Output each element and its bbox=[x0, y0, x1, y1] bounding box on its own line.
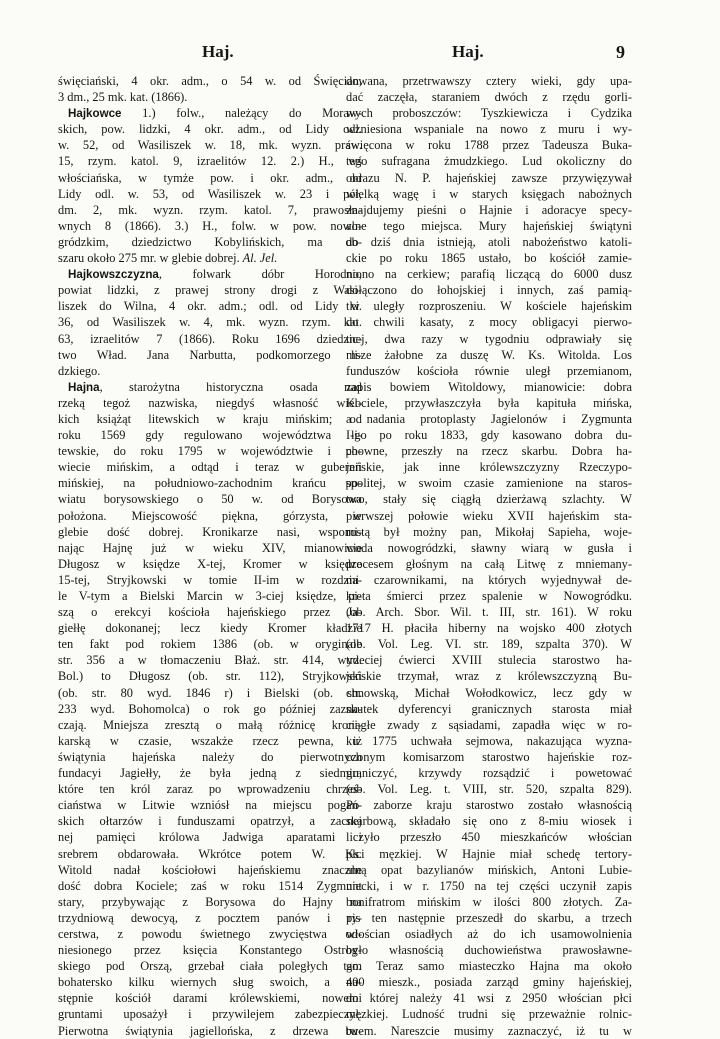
text-line bbox=[346, 765, 632, 781]
line-text: ciaństwa w Litwie wzniósł na miejscu pogań- bbox=[58, 798, 362, 813]
line-text: srebrem obdarowała. Wkrótce potem W. Ks. bbox=[58, 846, 362, 861]
text-line bbox=[346, 620, 632, 636]
text-line bbox=[58, 588, 362, 604]
right-column bbox=[346, 73, 632, 1039]
line-text: trzeciej ćwierci XVIII stulecia starostwo ha- bbox=[346, 653, 632, 668]
line-text: msze żałobne za duszę W. Ks. Witolda. Los bbox=[346, 347, 632, 362]
page-number: 9 bbox=[616, 42, 625, 62]
text-line bbox=[346, 701, 632, 717]
text-line bbox=[346, 105, 632, 121]
line-text: niono na cerkiew; parafią liczącą do 6000 dusz bbox=[346, 267, 632, 282]
text-line bbox=[58, 363, 362, 379]
text-line bbox=[346, 1023, 632, 1039]
line-text: nając Hajnę już w wieku XIV, mianowicie bbox=[58, 540, 362, 555]
text-line bbox=[346, 443, 632, 459]
entry-headword: Hajna bbox=[68, 380, 100, 394]
text-line bbox=[58, 427, 362, 443]
text-line bbox=[346, 588, 632, 604]
line-text: kich książąt litewskich w kraju mińskim; od bbox=[58, 411, 362, 426]
line-text: 1717 H. płaciła hiberny na wojsko 400 złotych bbox=[346, 621, 632, 636]
line-text: stary, przybywając z Borysowa do Hajny na bbox=[58, 894, 362, 909]
text-line bbox=[58, 137, 362, 153]
line-text: ckie po roku 1865 ustało, bo kościół zamie- bbox=[346, 251, 632, 266]
text-line bbox=[58, 282, 362, 298]
text-line bbox=[346, 813, 632, 829]
text-line bbox=[346, 170, 632, 186]
text-line bbox=[346, 862, 632, 878]
line-text: Długosz w księdze X-tej, Kromer w księdze bbox=[58, 556, 362, 571]
text-line bbox=[58, 202, 362, 218]
text-line bbox=[58, 250, 362, 266]
line-text: czonym komisarzom starostwo hajeńskie roz- bbox=[346, 749, 632, 764]
line-text: gródzkim, dziedzictwo Kobylińskich, ma ob- bbox=[58, 234, 362, 249]
line-text: chowne, przeszły na rzecz skarbu. Dobra ha- bbox=[346, 444, 632, 459]
text-line bbox=[346, 604, 632, 620]
text-line bbox=[346, 958, 632, 974]
text-line bbox=[58, 508, 362, 524]
line-text: świątynia hajeńska należy do pierwotnych bbox=[58, 749, 362, 764]
line-text: giełłę dokonanej; lecz kiedy Kromer kładzie bbox=[58, 621, 362, 636]
line-text: znajdujemy pieśni o Hajnie i adoracye specy- bbox=[346, 202, 632, 217]
line-text: Bol.) to Długosz (ob. str. 112), Stryjkowski bbox=[58, 669, 362, 684]
text-line bbox=[346, 89, 632, 105]
text-line bbox=[346, 202, 632, 218]
line-text: wiatu borysowskiego o 50 w. od Borysowa bbox=[58, 492, 362, 507]
line-text: szą o erekcyi kościoła hajeńskiego przez Ja- bbox=[58, 605, 362, 620]
text-line bbox=[346, 797, 632, 813]
line-text: fundacyi Jagiełły, że była jedną z siedmiu, bbox=[58, 766, 362, 781]
line-text: (ob. str. 80 wyd. 1846 r) i Bielski (ob. str. bbox=[58, 685, 362, 700]
text-line bbox=[346, 652, 632, 668]
text-line bbox=[346, 942, 632, 958]
text-line bbox=[346, 749, 632, 765]
text-line bbox=[58, 701, 362, 717]
text-line bbox=[346, 121, 632, 137]
running-header bbox=[0, 42, 720, 66]
header-center: Haj. bbox=[452, 42, 484, 61]
line-text: (ob. Vol. Leg. t. VIII, str. 520, szpalta 829). bbox=[346, 782, 632, 797]
text-line bbox=[58, 926, 362, 942]
text-line bbox=[58, 475, 362, 491]
text-line bbox=[58, 73, 362, 89]
line-text: , folwark dóbr Horodno, bbox=[158, 267, 362, 282]
line-text: powiat lidzki, z prawej strony drogi z Wasi- bbox=[58, 283, 362, 298]
text-line bbox=[346, 990, 632, 1006]
line-text: niecki, i w r. 1750 na tej części uczynił zapis bbox=[346, 878, 632, 893]
line-text: rzeką tegoż nazwiska, niegdyś własność wiel- bbox=[58, 395, 362, 410]
author-signature: Al. Jel. bbox=[239, 251, 278, 266]
text-line bbox=[346, 282, 632, 298]
line-text: męzkiej. Ludność trudni się przeważnie rolnic- bbox=[346, 1007, 632, 1022]
text-line bbox=[58, 105, 362, 121]
text-line bbox=[58, 620, 362, 636]
line-text: (ob. Arch. Sbor. Wil. t. III, str. 161). W roku bbox=[346, 605, 632, 620]
line-text: 15, rzym. katol. 9, izraelitów 12. 2.) H., wś bbox=[58, 154, 362, 169]
text-line bbox=[346, 363, 632, 379]
text-line bbox=[346, 186, 632, 202]
line-text: graniczyć, krzywdy rozsądzić i powetować bbox=[346, 766, 632, 781]
left-column bbox=[58, 73, 362, 1039]
line-text: tewskie, do roku 1795 w województwie i po- bbox=[58, 444, 362, 459]
text-line bbox=[346, 459, 632, 475]
text-line bbox=[346, 717, 632, 733]
text-line bbox=[58, 314, 362, 330]
text-line bbox=[58, 572, 362, 588]
line-text: do dziś dnia istnieją, atoli nabożeństwo katoli- bbox=[346, 234, 632, 249]
text-line bbox=[58, 411, 362, 427]
text-line bbox=[58, 395, 362, 411]
text-line bbox=[58, 813, 362, 829]
line-text: święciański, 4 okr. adm., o 54 w. od Święcian, bbox=[58, 74, 362, 88]
text-line bbox=[346, 910, 632, 926]
line-text: bohatersko kilku wiernych sług swoich, a na- bbox=[58, 975, 362, 990]
line-text: alną opat bazylianów mińskich, Antoni Lubie- bbox=[346, 862, 632, 877]
line-text: spolitej, w swoim czasie zamienione na staros- bbox=[346, 476, 632, 491]
line-text: skutek dyferencyi granicznych starosta miał bbox=[346, 701, 632, 716]
line-text: skiego pod Orszą, grzebał ciała poległych tam bbox=[58, 959, 362, 974]
text-line bbox=[58, 958, 362, 974]
line-text: które ten król zaraz po wprowadzeniu chrześ- bbox=[58, 782, 362, 797]
line-text: 1.) folw., należący do Moraw- bbox=[121, 106, 362, 121]
line-text: Witold nadał kościołowi hajeńskiemu znaczne bbox=[58, 862, 362, 877]
line-text: Pierwotna świątynia jagiellońska, z drzewa bu- bbox=[58, 1023, 362, 1038]
line-text: chnowską, Michał Wołodkowicz, lecz gdy w bbox=[346, 685, 632, 700]
line-text: jeńskie trzymał, wraz z królewszczyzną Bu- bbox=[346, 669, 632, 684]
text-line bbox=[58, 781, 362, 797]
text-line bbox=[58, 491, 362, 507]
line-text: tki uległy rozproszeniu. W kościele hajeńskim bbox=[346, 299, 632, 314]
line-text: czają. Mniejsza zresztą o małą różnicę kroni- bbox=[58, 717, 362, 732]
text-line bbox=[58, 846, 362, 862]
header-left: Haj. bbox=[202, 42, 234, 61]
line-text: wzniesiona wspaniale na nowo z muru i wy- bbox=[346, 122, 632, 137]
text-line bbox=[346, 1006, 632, 1022]
line-text: dzkiego. bbox=[58, 363, 101, 378]
line-text: Po zaborze kraju starostwo zostało własnością bbox=[346, 798, 632, 813]
text-line bbox=[346, 540, 632, 556]
line-text: włościan osiadłych aż do ich usamowolnienia bbox=[346, 926, 632, 941]
text-line bbox=[58, 668, 362, 684]
text-line bbox=[58, 604, 362, 620]
text-line bbox=[58, 733, 362, 749]
line-text: dołączono do łohojskiej i innych, zaś pamią- bbox=[346, 283, 632, 298]
line-text: obrazu N. P. hajeńskiej zawsze przywięzywał bbox=[346, 170, 632, 185]
line-text: zapis bowiem Witoldowy, mianowicie: dobra bbox=[346, 379, 632, 394]
text-line bbox=[58, 170, 362, 186]
text-line bbox=[346, 218, 632, 234]
line-text: woda nowogródzki, sławny wiarą w gusła i bbox=[346, 540, 632, 555]
text-line bbox=[58, 717, 362, 733]
line-text: karską w czasie, wszakże rzecz pewna, iż bbox=[58, 733, 362, 748]
line-text: tnej, dwa razy w tygodniu odprawiały się bbox=[346, 331, 632, 346]
text-line bbox=[346, 331, 632, 347]
line-text: płci męzkiej. W Hajnie miał schedę tertory- bbox=[346, 846, 632, 861]
line-text: rostą był możny pan, Mikołaj Sapieha, woje- bbox=[346, 524, 632, 539]
line-text: liszek do Wilna, 4 okr. adm.; odl. od Lidy w. bbox=[58, 299, 362, 314]
line-text: do której należy 41 wsi z 2950 włościan płci bbox=[346, 991, 632, 1006]
text-line bbox=[58, 910, 362, 926]
text-line bbox=[58, 878, 362, 894]
line-text: trzydniową dewocyą, z pocztem panów i ry- bbox=[58, 910, 362, 925]
text-line bbox=[346, 347, 632, 363]
text-line bbox=[346, 685, 632, 701]
text-line bbox=[58, 636, 362, 652]
line-text: a nadania protoplasty Jagielonów i Zygmunta bbox=[346, 411, 632, 426]
line-text: wiecie mińskim, a odtąd i teraz w gubernii bbox=[58, 460, 362, 475]
line-text: 400 mieszk., posiada zarząd gminy hajeńskiej, bbox=[346, 975, 632, 990]
line-text: dm. 2, mk. wyzn. rzym. katol. 7, prawosła- bbox=[58, 202, 362, 217]
line-text: Lidy odl. w. 53, od Wasiliszek w. 23 i pół, bbox=[58, 186, 362, 201]
text-line bbox=[346, 427, 632, 443]
line-text: (ob. Vol. Leg. VI. str. 189, szpalta 370). W bbox=[346, 637, 632, 652]
text-line bbox=[346, 524, 632, 540]
text-line bbox=[346, 411, 632, 427]
text-line bbox=[346, 250, 632, 266]
line-text: stępnie kościół darami królewskiemi, nowemi bbox=[58, 991, 362, 1006]
line-text: w. 52, od Wasiliszek w. 18, mk. wyzn. praw. bbox=[58, 138, 362, 153]
text-line bbox=[58, 347, 362, 363]
text-line bbox=[58, 379, 362, 395]
text-line bbox=[58, 894, 362, 910]
line-text: le V-tym a Bielski Marcin w 3-ciej księdze, pi- bbox=[58, 589, 362, 603]
text-line bbox=[346, 846, 632, 862]
text-line bbox=[346, 314, 632, 330]
text-line bbox=[346, 636, 632, 652]
text-line bbox=[58, 524, 362, 540]
line-text: skarbową, składało się ono z 8-miu wiosek i bbox=[346, 814, 632, 829]
text-line bbox=[58, 797, 362, 813]
line-text: 36, od Wasiliszek w. 4, mk. wyzn. rzym. kat. bbox=[58, 315, 362, 330]
text-line bbox=[58, 459, 362, 475]
text-line bbox=[346, 668, 632, 684]
text-line bbox=[58, 1006, 362, 1022]
text-line bbox=[346, 508, 632, 524]
text-line bbox=[58, 234, 362, 250]
entry-headword: Hajkowszczyzna bbox=[68, 268, 159, 282]
text-line bbox=[58, 1023, 362, 1039]
text-line bbox=[58, 89, 362, 105]
line-text: 3 dm., 25 mk. kat. (1866). bbox=[58, 90, 188, 105]
line-text: str. 356 a w tłomaczeniu Błaż. str. 414, wyd. bbox=[58, 653, 362, 668]
line-text: cerstwa, z powodu świetnego zwycięstwa od- bbox=[58, 926, 362, 941]
text-line bbox=[346, 73, 632, 89]
text-line bbox=[346, 572, 632, 588]
line-text: jeńskie, jak inne królewszczyzny Rzeczypo- bbox=[346, 460, 632, 475]
text-line bbox=[346, 137, 632, 153]
text-line bbox=[346, 894, 632, 910]
text-line bbox=[58, 298, 362, 314]
text-line bbox=[58, 121, 362, 137]
line-text: dość dobra Kociele; zaś w roku 1514 Zygmunt bbox=[58, 878, 362, 893]
text-line bbox=[58, 153, 362, 169]
text-line bbox=[346, 379, 632, 395]
text-line bbox=[58, 749, 362, 765]
line-text: alne tego miejsca. Mury hajeńskiej świątyni bbox=[346, 218, 632, 233]
line-text: pierwszej połowie wieku XVII hajeńskim sta- bbox=[346, 508, 632, 523]
text-line bbox=[346, 491, 632, 507]
text-line bbox=[58, 331, 362, 347]
text-line bbox=[58, 974, 362, 990]
text-line bbox=[58, 556, 362, 572]
text-line bbox=[58, 540, 362, 556]
line-text: funduszów kościoła równie uległ przemianom, bbox=[346, 363, 632, 378]
line-text: roku 1569 gdy regulowano województwa li- bbox=[58, 428, 362, 443]
text-line bbox=[58, 266, 362, 282]
text-line bbox=[346, 781, 632, 797]
line-text: I-go po roku 1833, gdy kasowano dobra du- bbox=[346, 428, 632, 443]
line-text: niesionego przez księcia Konstantego Ostrog- bbox=[58, 943, 362, 958]
line-text: two Wład. Jana Narbutta, podkomorzego li- bbox=[58, 347, 362, 362]
line-text: gruntami uposażył i przywilejem zabezpieczył. bbox=[58, 1007, 362, 1022]
line-text: dowana, przetrwawszy cztery wieki, gdy upa- bbox=[346, 74, 632, 88]
text-line bbox=[58, 990, 362, 1006]
line-text: liczyło przeszło 450 mieszkańców włościan bbox=[346, 830, 632, 845]
line-text: twem. Nareszcie musimy zaznaczyć, iż tu w bbox=[346, 1023, 632, 1038]
text-line bbox=[346, 829, 632, 845]
line-text: 63, izraelitów 7 (1866). Roku 1696 dziedzic- bbox=[58, 331, 362, 346]
line-text: ten fakt pod rokiem 1386 (ob. w oryginale bbox=[58, 637, 362, 652]
line-text: tego sufragana żmudzkiego. Lud okoliczny do bbox=[346, 154, 632, 169]
line-text: ku 1775 uchwała sejmowa, nakazująca wyzna- bbox=[346, 733, 632, 748]
text-line bbox=[58, 765, 362, 781]
line-text: procesem głośnym na całą Litwę z mniemany- bbox=[346, 556, 632, 571]
text-line bbox=[346, 266, 632, 282]
line-text: kreta śmierci przez spalenie w Nowogródku. bbox=[346, 589, 632, 603]
line-text: położona. Miejscowość piękna, górzysta, w bbox=[58, 508, 362, 523]
line-text: wnych 8 (1866). 3.) H., folw. w pow. nowo- bbox=[58, 218, 362, 233]
line-text: mi czarownikami, na których wyjednywał de- bbox=[346, 572, 632, 587]
line-text: 233 wyd. Bohomolca) o rok go później zazna- bbox=[58, 701, 362, 716]
text-line bbox=[346, 556, 632, 572]
text-line bbox=[58, 862, 362, 878]
line-text: było własnością duchowieństwa prawosławne- bbox=[346, 943, 632, 958]
line-text: ciągłe zwady z sąsiadami, zapadła więc w ro- bbox=[346, 717, 632, 732]
text-line bbox=[58, 942, 362, 958]
line-text: Kociele, przywłaszczyła była kapituła mińska, bbox=[346, 395, 632, 410]
text-line bbox=[346, 153, 632, 169]
text-line bbox=[58, 652, 362, 668]
line-text: wielką wagę i w starych księgach nabożnych bbox=[346, 186, 632, 201]
line-text: two, stały się ciągłą dzierżawą szlachty. W bbox=[346, 492, 632, 507]
line-text: wych proboszczów: Tyszkiewicza i Cydzika bbox=[346, 106, 632, 121]
text-line bbox=[58, 186, 362, 202]
line-text: dać zaczęła, staraniem dwóch z rzędu gorli- bbox=[346, 90, 632, 105]
text-line bbox=[58, 685, 362, 701]
text-line bbox=[58, 443, 362, 459]
entry-headword: Hajkowce bbox=[68, 107, 122, 121]
line-text: skich, pow. lidzki, 4 okr. adm., od Lidy odl. bbox=[58, 122, 362, 137]
text-line bbox=[346, 395, 632, 411]
line-text: mińskiej, na południowo-zachodnim krańcu po- bbox=[58, 476, 362, 491]
text-line bbox=[346, 475, 632, 491]
line-text: szaru około 275 mr. w glebie dobrej. bbox=[58, 251, 240, 266]
text-line bbox=[346, 974, 632, 990]
line-text: bonifratrom mińskim w ilości 800 złotych. Za- bbox=[346, 894, 632, 909]
text-line bbox=[346, 234, 632, 250]
text-line bbox=[346, 733, 632, 749]
line-text: do chwili kasaty, z mocy obligacyi pierwo- bbox=[346, 315, 632, 330]
line-text: go. Teraz samo miasteczko Hajna ma około bbox=[346, 959, 632, 974]
line-text: pis ten następnie przeszedł do skarbu, a trzech bbox=[346, 910, 632, 925]
text-line bbox=[346, 878, 632, 894]
line-text: glebie dość dobrej. Kronikarze nasi, wspomi- bbox=[58, 524, 362, 539]
line-text: skich ołtarzów i funduszami opatrzył, a zacnej bbox=[58, 814, 362, 829]
text-line bbox=[346, 298, 632, 314]
line-text: nej pamięci królowa Jadwiga aparatami i bbox=[58, 830, 362, 845]
text-line bbox=[58, 829, 362, 845]
line-text: , starożytna historyczna osada nad bbox=[99, 379, 362, 394]
text-line bbox=[346, 926, 632, 942]
text-line bbox=[58, 218, 362, 234]
line-text: włościańska, w tymże pow. i okr. adm., od bbox=[58, 170, 362, 185]
line-text: święcona w roku 1788 przez Tadeusza Buka- bbox=[346, 138, 632, 153]
line-text: 15-tej, Stryjkowski w tomie II-im w rozdzia- bbox=[58, 572, 362, 587]
